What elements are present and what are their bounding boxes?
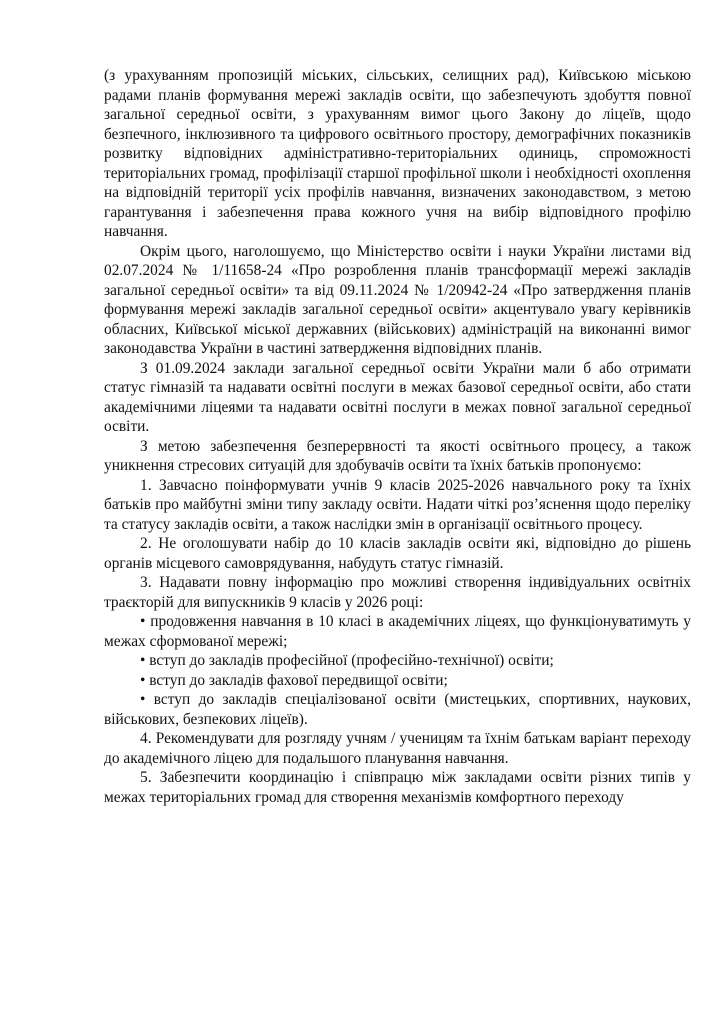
bullet-professional-prehigher: • вступ до закладів фахової передвищої освіти; — [140, 671, 448, 689]
paragraph-network-plans-continuation: (з урахуванням пропозицій міських, сільських, селищних рад), Київською міською радами планів формування мережі закладів освіти, що забезпечують здобуття повної загальної середньої освіти, з урахуванням вимог цього Закону до ліцеїв, щодо безпечного, інклюзивного та цифрового освітнього простору, демографічних показників розвитку відповідних адміністративно-територіальних одиниць, спроможності територіальних громад, профілізації старшої профільної школи і необхідності охоплення на відповідній території усіх профілів навчання, визначених законодавством, з метою гарантування і забезпечення права кожного учня на вибір відповідного профілю навчання. — [104, 67, 691, 240]
bullet-academic-lyceums: • продовження навчання в 10 класі в академічних ліцеях, що функціонуватимуть у межах сформованої мережі; — [104, 613, 691, 650]
list-item-1-inform: 1. Завчасно поінформувати учнів 9 класів 2025-2026 навчального року та їхніх батьків про майбутні зміни типу закладу освіти. Надати чіткі роз’яснення щодо переліку та статусу закладів освіти, а також наслідки змін в організації освітнього процесу. — [104, 476, 691, 533]
paragraph-ministry-letters: Окрім цього, наголошуємо, що Міністерство освіти і науки України листами від 02.07.2024 № 1/11658-24 «Про розроблення планів трансформації мережі закладів загальної середньої освіти» та від 09.11.2024 № 1/20942-24 «Про затвердження планів формування мережі закладів загальної середньої освіти» акцентувало увагу керівників обласних, Київської міської державних (військових) адміністрацій на виконанні вимог законодавства України в частині затвердження відповідних планів. — [104, 242, 691, 357]
bullet-vocational: • вступ до закладів професійної (професійно-технічної) освіти; — [140, 652, 554, 669]
list-item-4-recommend: 4. Рекомендувати для розгляду учням / ученицям та їхнім батькам варіант переходу до академічного ліцею для подальшого планування навчання. — [104, 730, 691, 767]
paragraph-proposal-intro: З метою забезпечення безперервності та якості освітнього процесу, а також уникнення стресових ситуацій для здобувачів освіти та їхніх батьків пропонуємо: — [104, 437, 691, 474]
list-item-2-no-enrollment: 2. Не оголошувати набір до 10 класів закладів освіти які, відповідно до рішень органів місцевого самоврядування, набудуть статус гімназій. — [104, 535, 691, 572]
paragraph-status-change: З 01.09.2024 заклади загальної середньої освіти України мали б або отримати статус гімназій та надавати освітні послуги в межах базової середньої освіти, або стати академічними ліцеями та надавати освітні послуги в межах повної загальної середньої освіти. — [104, 359, 691, 435]
list-item-3-information: 3. Надавати повну інформацію про можливі створення індивідуальних освітніх траєкторій для випускників 9 класів у 2026 році: — [104, 574, 691, 611]
document-page — [104, 66, 691, 807]
bullet-specialized: • вступ до закладів спеціалізованої освіти (мистецьких, спортивних, наукових, військових, безпекових ліцеїв). — [104, 691, 691, 728]
list-item-5-coordination: 5. Забезпечити координацію і співпрацю між закладами освіти різних типів у межах територіальних громад для створення механізмів комфортного переходу — [104, 769, 691, 806]
